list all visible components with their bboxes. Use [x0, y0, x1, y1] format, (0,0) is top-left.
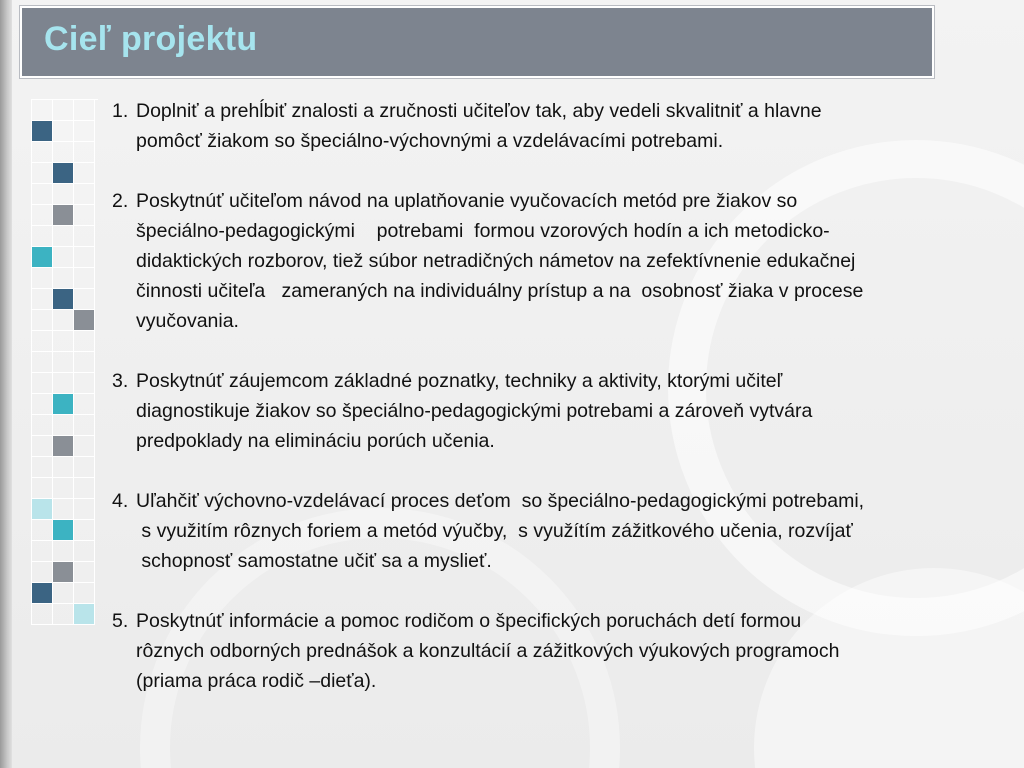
grid-cell — [32, 352, 53, 373]
grid-cell — [53, 604, 74, 625]
grid-cell — [74, 604, 95, 625]
grid-cell — [74, 415, 95, 436]
goal-number: 1. — [112, 100, 129, 122]
grid-cell — [32, 121, 53, 142]
goal-text-line: Uľahčiť výchovno-vzdelávací proces deťom so špeciálno-pedagogickými potrebami, — [136, 490, 865, 512]
decorative-square-grid — [31, 99, 98, 625]
grid-cell — [32, 310, 53, 331]
goal-text-line: rôznych odborných prednášok a konzultácií a zážitkových výukových programoch — [136, 640, 840, 662]
grid-cell — [53, 436, 74, 457]
goal-text-line: (priama práca rodič –dieťa). — [136, 670, 377, 692]
grid-cell — [32, 205, 53, 226]
goal-item — [112, 186, 1002, 336]
grid-cell — [74, 520, 95, 541]
title-bar — [20, 6, 934, 78]
grid-cell — [53, 184, 74, 205]
grid-cell — [53, 268, 74, 289]
grid-cell — [53, 478, 74, 499]
goal-text-line: Poskytnúť záujemcom základné poznatky, techniky a aktivity, ktorými učiteľ — [136, 370, 783, 392]
grid-cell — [53, 247, 74, 268]
grid-cell — [32, 142, 53, 163]
goal-number: 2. — [112, 190, 129, 212]
grid-cell — [74, 436, 95, 457]
grid-cell — [53, 310, 74, 331]
grid-cell — [53, 520, 74, 541]
grid-cell — [53, 499, 74, 520]
goal-item — [112, 96, 1002, 156]
grid-cell — [32, 583, 53, 604]
grid-cell — [32, 520, 53, 541]
grid-cell — [53, 226, 74, 247]
grid-cell — [53, 373, 74, 394]
grid-cell — [32, 604, 53, 625]
goal-text-line: Doplniť a prehĺbiť znalosti a zručnosti učiteľov tak, aby vedeli skvalitniť a hlavne — [136, 100, 822, 122]
grid-cell — [74, 268, 95, 289]
goal-text — [136, 186, 1002, 336]
grid-cell — [32, 226, 53, 247]
goal-text — [136, 486, 1002, 576]
goal-text-line: Poskytnúť učiteľom návod na uplatňovanie vyučovacích metód pre žiakov so — [136, 190, 798, 212]
grid-cell — [74, 226, 95, 247]
grid-cell — [32, 562, 53, 583]
grid-cell — [53, 415, 74, 436]
grid-cell — [74, 247, 95, 268]
goal-text-line: s využitím rôznych foriem a metód výučby, s využítím zážitkového učenia, rozvíjať — [136, 520, 853, 542]
grid-cell — [53, 289, 74, 310]
grid-cell — [53, 142, 74, 163]
grid-cell — [32, 373, 53, 394]
goal-text-line: vyučovania. — [136, 310, 239, 332]
goal-text-line: špeciálno-pedagogickými potrebami formou vzorových hodín a ich metodicko- — [136, 220, 830, 242]
slide-title: Cieľ projektu — [44, 20, 258, 58]
grid-cell — [74, 163, 95, 184]
grid-cell — [74, 457, 95, 478]
goal-item — [112, 606, 1002, 696]
grid-cell — [74, 205, 95, 226]
grid-cell — [74, 100, 95, 121]
grid-cell — [32, 247, 53, 268]
grid-cell — [74, 541, 95, 562]
grid-cell — [32, 457, 53, 478]
grid-cell — [53, 352, 74, 373]
goal-number: 4. — [112, 490, 129, 512]
goal-text-line: činnosti učiteľa zameraných na individuálny prístup a na osobnosť žiaka v procese — [136, 280, 864, 302]
grid-cell — [32, 436, 53, 457]
goal-text-line: diagnostikuje žiakov so špeciálno-pedagogickými potrebami a zároveň vytvára — [136, 400, 813, 422]
grid-cell — [74, 184, 95, 205]
grid-cell — [53, 457, 74, 478]
goal-number: 3. — [112, 370, 129, 392]
goal-text-line: didaktických rozborov, tiež súbor netradičných námetov na zefektívnenie edukačnej — [136, 250, 856, 272]
goal-item — [112, 486, 1002, 576]
goal-text-line: Poskytnúť informácie a pomoc rodičom o špecifických poruchách detí formou — [136, 610, 802, 632]
grid-cell — [53, 205, 74, 226]
grid-cell — [74, 373, 95, 394]
goals-list — [112, 96, 1002, 726]
grid-cell — [32, 541, 53, 562]
grid-cell — [53, 100, 74, 121]
grid-cell — [32, 499, 53, 520]
grid-cell — [74, 499, 95, 520]
grid-cell — [32, 100, 53, 121]
goal-text-line: pomôcť žiakom so špeciálno-výchovnými a vzdelávacími potrebami. — [136, 130, 724, 152]
goal-item — [112, 366, 1002, 456]
grid-cell — [32, 394, 53, 415]
grid-cell — [32, 478, 53, 499]
grid-cell — [32, 289, 53, 310]
goal-text-line: schopnosť samostatne učiť sa a myslieť. — [136, 550, 492, 572]
grid-cell — [53, 541, 74, 562]
grid-cell — [53, 394, 74, 415]
grid-cell — [74, 562, 95, 583]
grid-cell — [74, 478, 95, 499]
grid-cell — [74, 142, 95, 163]
grid-cell — [53, 121, 74, 142]
grid-cell — [32, 163, 53, 184]
grid-cell — [74, 583, 95, 604]
grid-cell — [74, 289, 95, 310]
grid-cell — [74, 310, 95, 331]
grid-cell — [74, 121, 95, 142]
goal-text — [136, 606, 1002, 696]
left-edge-strip — [0, 0, 12, 768]
grid-cell — [53, 562, 74, 583]
grid-cell — [32, 415, 53, 436]
goal-text-line: predpoklady na elimináciu porúch učenia. — [136, 430, 495, 452]
grid-cell — [53, 583, 74, 604]
grid-cell — [32, 268, 53, 289]
grid-cell — [32, 184, 53, 205]
grid-cell — [74, 394, 95, 415]
grid-cell — [32, 331, 53, 352]
grid-cell — [53, 331, 74, 352]
goal-number: 5. — [112, 610, 129, 632]
grid-cell — [74, 352, 95, 373]
grid-cell — [74, 331, 95, 352]
goal-text — [136, 366, 1002, 456]
goal-text — [136, 96, 1002, 156]
grid-cell — [53, 163, 74, 184]
